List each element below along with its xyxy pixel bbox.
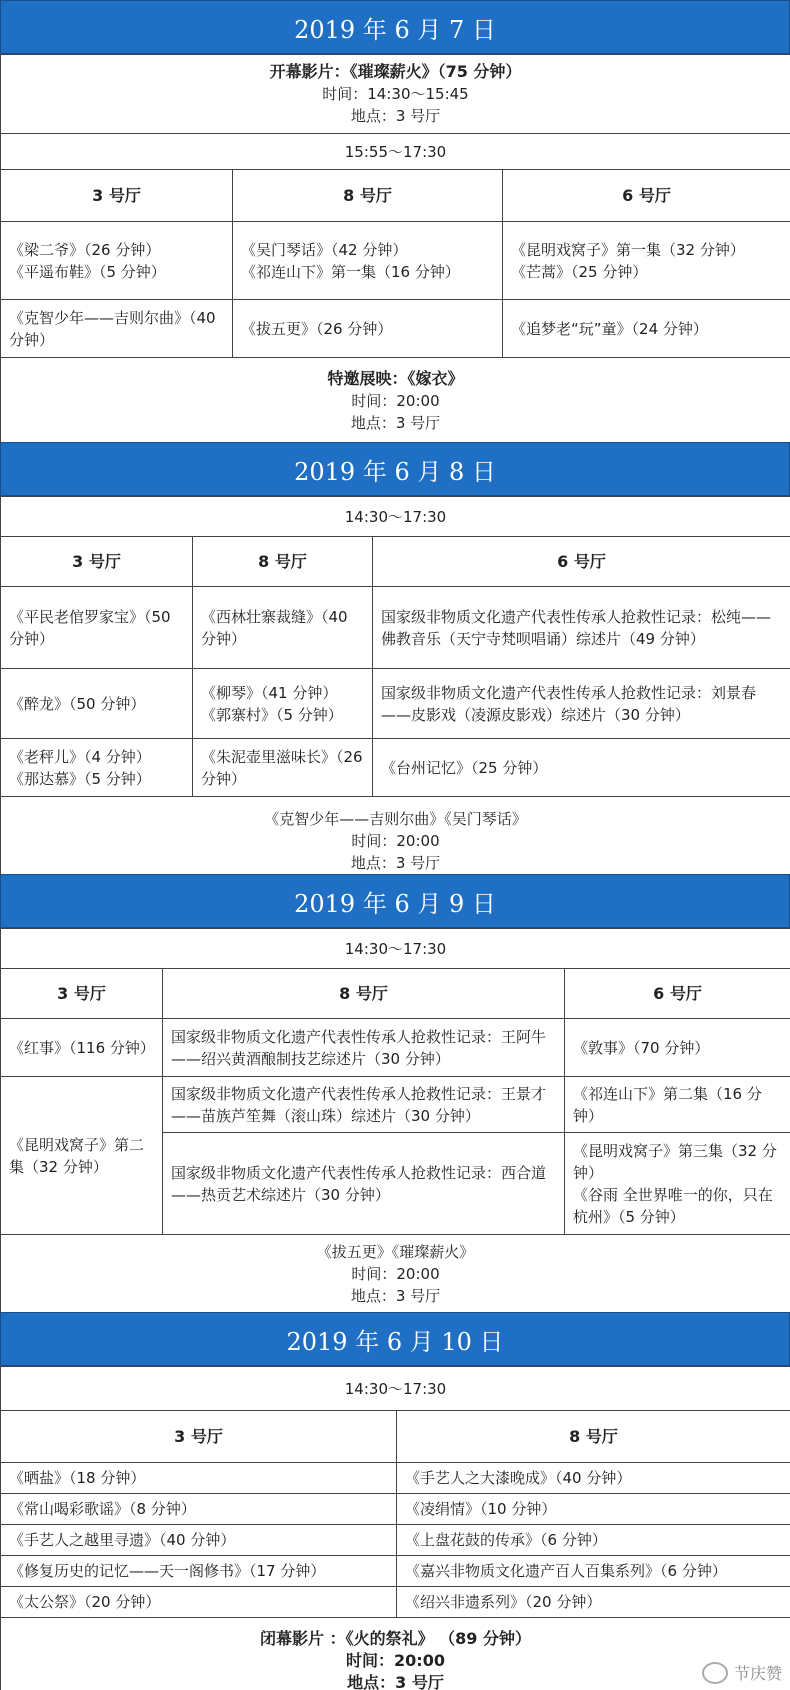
hall-header: 8 号厅 [397, 1411, 790, 1463]
hall-header: 8 号厅 [233, 170, 503, 222]
evening-screening-cell [1, 797, 790, 885]
film-entry: 《祁连山下》第一集（16 分钟） [241, 262, 460, 281]
hall-header: 6 号厅 [565, 969, 790, 1019]
film-cell: 《克智少年——吉则尔曲》（40 分钟） [1, 300, 233, 358]
film-cell: 《太公祭》（20 分钟） [1, 1587, 397, 1618]
time-slot: 14:30～17:30 [1, 929, 790, 969]
film-cell: 《拔五更》（26 分钟） [233, 300, 503, 358]
opening-film-cell [1, 55, 790, 134]
special-time: 时间：20:00 [351, 391, 440, 410]
film-cell [1, 739, 193, 797]
watermark [702, 1661, 782, 1684]
film-cell: 国家级非物质文化遗产代表性传承人抢救性记录：王阿牛——绍兴黄酒酿制技艺综述片（30 分钟） [163, 1019, 565, 1077]
film-cell: 《上盘花鼓的传承》（6 分钟） [397, 1525, 790, 1556]
time-slot: 15:55～17:30 [1, 134, 790, 170]
film-cell: 《朱泥壶里滋味长》（26 分钟） [193, 739, 373, 797]
film-entry: 《郭寨村》（5 分钟） [201, 705, 343, 724]
time-slot: 14:30～17:30 [1, 497, 790, 537]
evening-place: 地点：3 号厅 [350, 853, 441, 872]
hall-header: 3 号厅 [1, 969, 163, 1019]
closing-film-place: 地点：3 号厅 [347, 1672, 444, 1690]
hall-header: 6 号厅 [503, 170, 790, 222]
hall-header: 6 号厅 [373, 537, 790, 587]
film-cell: 《敦事》（70 分钟） [565, 1019, 790, 1077]
film-cell: 《手艺人之越里寻遗》（40 分钟） [1, 1525, 397, 1556]
day-header: 2019 年 6 月 10 日 [0, 1312, 790, 1366]
day-header: 2019 年 6 月 9 日 [0, 874, 790, 928]
evening-title: 《克智少年——吉则尔曲》《吴门琴话》 [264, 809, 527, 828]
film-cell: 《平民老倌罗家宝》（50 分钟） [1, 587, 193, 669]
film-cell: 《红事》（116 分钟） [1, 1019, 163, 1077]
film-entry: 《老秤儿》（4 分钟） [9, 747, 151, 766]
special-place: 地点：3 号厅 [350, 413, 441, 432]
hall-header: 3 号厅 [1, 537, 193, 587]
film-cell: 《修复历史的记忆——天一阁修书》（17 分钟） [1, 1556, 397, 1587]
film-cell: 国家级非物质文化遗产代表性传承人抢救性记录：西合道——热贡艺术综述片（30 分钟） [163, 1133, 565, 1235]
day-table [0, 54, 790, 444]
special-title: 特邀展映：《嫁衣》 [327, 368, 464, 388]
film-cell: 国家级非物质文化遗产代表性传承人抢救性记录：王景才——苗族芦笙舞（滚山珠）综述片（30 分钟） [163, 1077, 565, 1133]
film-cell [233, 222, 503, 300]
film-entry: 《谷雨 全世界唯一的你，只在杭州》（5 分钟） [573, 1185, 773, 1226]
closing-film-cell [1, 1618, 790, 1690]
film-entry: 《柳琴》（41 分钟） [201, 683, 338, 702]
evening-screening-cell [1, 1235, 790, 1314]
hall-header: 3 号厅 [1, 170, 233, 222]
film-cell [565, 1133, 790, 1235]
evening-time: 时间：20:00 [351, 831, 440, 850]
day-header: 2019 年 6 月 8 日 [0, 442, 790, 496]
day-table [0, 1366, 790, 1690]
opening-film-place: 地点：3 号厅 [350, 107, 441, 125]
opening-film-title: 开幕影片：《璀璨薪火》（75 分钟） [269, 62, 522, 81]
day-section-3 [0, 874, 790, 1314]
film-cell: 国家级非物质文化遗产代表性传承人抢救性记录：松纯——佛教音乐（天宁寺梵呗唱诵）综述片（49 分钟） [373, 587, 790, 669]
evening-place: 地点：3 号厅 [350, 1287, 441, 1305]
day-section-1 [0, 0, 790, 444]
film-entry: 《芒蒿》（25 分钟） [511, 262, 648, 281]
evening-time: 时间：20:00 [351, 1265, 440, 1283]
film-cell: 《祁连山下》第二集（16 分钟） [565, 1077, 790, 1133]
film-entry: 《昆明戏窝子》第一集（32 分钟） [511, 240, 745, 259]
closing-film-title: 闭幕影片 ：《火的祭礼》 （89 分钟） [260, 1628, 531, 1648]
film-cell [1, 222, 233, 300]
film-cell: 《手艺人之大漆晚成》（40 分钟） [397, 1463, 790, 1494]
film-cell: 《绍兴非遗系列》（20 分钟） [397, 1587, 790, 1618]
film-entry: 《吴门琴话》（42 分钟） [241, 240, 408, 259]
hall-header: 8 号厅 [193, 537, 373, 587]
wechat-icon [702, 1662, 728, 1684]
opening-film-time: 时间：14:30～15:45 [322, 85, 469, 103]
film-entry: 《梁二爷》（26 分钟） [9, 240, 161, 259]
film-cell: 《晒盐》（18 分钟） [1, 1463, 397, 1494]
film-cell: 《追梦老“玩”童》（24 分钟） [503, 300, 790, 358]
day-table [0, 496, 790, 885]
hall-header: 3 号厅 [1, 1411, 397, 1463]
watermark-text: 节庆赞 [733, 1664, 782, 1683]
film-entry: 《那达慕》（5 分钟） [9, 769, 151, 788]
film-cell: 国家级非物质文化遗产代表性传承人抢救性记录：刘景春——皮影戏（凌源皮影戏）综述片（30 分钟） [373, 669, 790, 739]
special-screening-cell [1, 358, 790, 444]
film-cell: 《昆明戏窝子》第二集（32 分钟） [1, 1077, 163, 1235]
film-cell: 《醉龙》（50 分钟） [1, 669, 193, 739]
film-entry: 《平遥布鞋》（5 分钟） [9, 262, 166, 281]
day-table [0, 928, 790, 1314]
film-cell: 《凌绢情》（10 分钟） [397, 1494, 790, 1525]
film-cell [193, 669, 373, 739]
day-section-2 [0, 442, 790, 885]
day-header: 2019 年 6 月 7 日 [0, 0, 790, 54]
hall-header: 8 号厅 [163, 969, 565, 1019]
film-cell [503, 222, 790, 300]
film-entry: 《昆明戏窝子》第三集（32 分钟） [573, 1141, 777, 1182]
film-cell: 《嘉兴非物质文化遗产百人百集系列》（6 分钟） [397, 1556, 790, 1587]
film-cell: 《西林壮寨裁缝》（40 分钟） [193, 587, 373, 669]
film-cell: 《台州记忆》（25 分钟） [373, 739, 790, 797]
time-slot: 14:30～17:30 [1, 1367, 790, 1411]
evening-title: 《拔五更》《璀璨薪火》 [316, 1243, 475, 1261]
day-section-4 [0, 1312, 790, 1690]
film-cell: 《常山喝彩歌谣》（8 分钟） [1, 1494, 397, 1525]
closing-film-time: 时间：20:00 [346, 1650, 445, 1670]
